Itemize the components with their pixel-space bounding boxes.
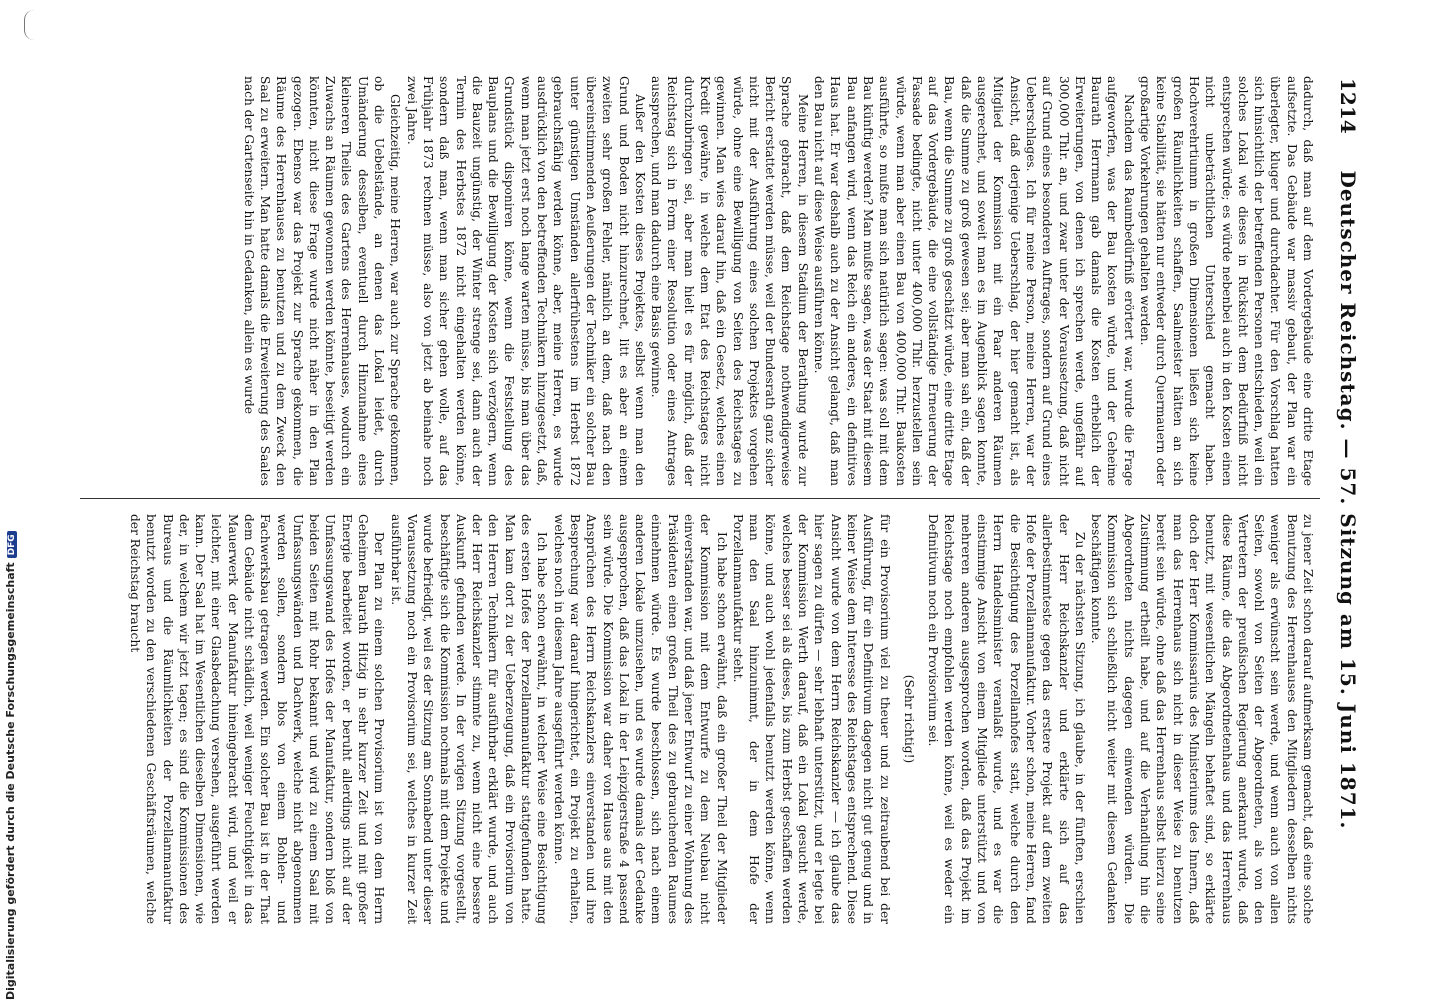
paragraph: dadurch, daß man auf dem Vordergebäude eine dritte Etage aufsetzte. Das Gebäude war massiv gebaut, der Plan war ein überlegter, kluger und durchdachter. Für den Vorschlag hatten sich hinsichtlich der betreffenden Personen entschieden, weil ein solches Lokal wie dieses in Rücksicht dem Bedürfniß nicht entsprechen würde; es würde nebenbei auch in den Kosten einen nicht unbeträchtlichen Unterschied gemacht haben. Hochverehrtiumm in großen Dimensionen ließen sich keine großen Räumlichkeiten schaffen, Saalmeister hätten an sich keine Stabilität, sie hätten nur entweder durch Quermauern oder großartige Vorkehrungen gehalten werden. bbox=[1138, 76, 1315, 486]
page-number: 1214 bbox=[1336, 78, 1360, 134]
paragraph: Nachdem das Raumbedürfniß erörtert war, wurde die Frage aufgeworfen, was der Bau kosten würde, und der Geheime Baurath Herrmann gab damals die Kosten erheblich der Erweiterungen, von denen ich sprechen werde, ungefähr auf 300,000 Thlr. an, und zwar unter der Voraussetzung, daß nicht auf Grund eines besonderen Auftrages, sondern auf Grund eines Ueberschlages. Ich für meine Person, meine Herren, war der Ansicht, daß derjenige Ueberschlag, der hier gemacht ist, als Mitglied der Kommission mit ein Paar anderen Räumen ausgerechnet, und soweit man es im Augenblick sagen konnte, daß die Summe zu groß gewesen sei; aber man sah ein, daß der Bau, wenn die Summe zu groß geschätzt würde, eine dritte Etage auf das Vordergebäude, die eine vollständige Erneuerung der Fassade bedingte, nicht unter 400,000 Thlr. herzustellen sein würde, wenn man aber einen Bau von 400,000 Thlr. Baukosten ausführte, so mußte man sich natürlich sagen: was soll mit dem Bau künftig werden? Man mußte sagen, was der Staat mit diesem Bau anfangen wird, wenn das Reich ein anderes, ein definitives Haus hat. Er war deshalb auch zu der Ansicht gelangt, daß man den Bau nicht auf diese Weise ausführen könne. bbox=[812, 76, 1136, 486]
digitization-credit bbox=[4, 534, 17, 1000]
paragraph: Ich habe schon erwähnt, daß ein großer Theil der Mitglieder der Kommission mit dem Entwurfe zu dem Neubau nicht einverstanden war, und daß jener Entwurf zu einer Wohnung des Präsidenten einen großen Theil des zu gebrauchenden Raumes einnehmen würde. Es wurde beschlossen, sich nach einem anderen Lokale umzusehen, und es wurde damals der Gedanke ausgesprochen, daß das Lokal in der Leipzigerstraße 4 passend sein würde. Die Kommission war daher von Hause aus mit den Ansprüchen des Herrn Reichskanzlers einverstanden und ihre Besprechung war darauf hingerichtet, ein Projekt zu erhalten, welches noch in diesem Jahre ausgeführt werden könne. bbox=[551, 514, 729, 924]
paragraph: Der Plan zu einem solchen Provisorium ist von dem Herrn Geheimen Baurath Hitzig in sehr kurzer Zeit und mit großer Energie bearbeitet worden, er beruht allerdings nicht auf der Umfassungswand des Hofes der Manufaktur, sondern bloß von beiden Seiten mit Rohr bekannt und wird zu einem Saal mit Umfassungswänden und Dachwerk, welche nicht abgenommen werden sollen, sondern blos von einem Bohlen- und Fachwerksbau getragen werden. Ein solcher Bau ist in der That dem Gebäude nicht schädlich, weil weniger Feuchtigkeit in das Mauerwerk der Manufaktur hineingebracht wird, und weil er leichter, mit einer Glasbedachung versehen, ausgeführt werden kann. Der Saal hat im Wesentlichen dieselben Dimensionen, wie der, in welchem wir jetzt tagen; es sind die Kommissionen des Bureaus und die Räumlichkeiten der Porzellanmanufaktur benutzt worden zu den verschiedenen Geschäftsräumen, welche der Reichstag braucht bbox=[127, 514, 387, 924]
page-corner-mark bbox=[24, 10, 43, 40]
page-header bbox=[1326, 70, 1366, 930]
paragraph: Meine Herren, in diesem Stadium der Berathung wurde zur Sprache gebracht, daß dem Reichstage nothwendigerweise Bericht erstattet werden müsse, weil der Bundesrath ganz sicher nicht mit der Ausführung eines solchen Projektes vorgehen würde, ohne eine Bewilligung von Seiten des Reichstages zu gewinnen. Man wies darauf hin, daß ein Gesetz, welches einen Kredit gewähre, in welche dem Etat des Reichstages nicht durchzubringen sei, aber man hielt es für möglich, daß der Reichstag sich in Form einer Resolution oder eines Antrages aussprechen, und man dadurch eine Basis gewinne. bbox=[649, 76, 810, 486]
paragraph: Außer den Kosten dieses Projektes, selbst wenn man den Grund und Boden nicht hinzurechnet, litt es aber an einem zweiten sehr großen Fehler, nämlich an dem, daß nach den übereinstimmenden Aeußerungen der Techniker ein solcher Bau unter günstigen Umständen allerfrühestens im Herbst 1872 gebrauchsfähig werden könne, aber, meine Herren, es wurde ausdrücklich von den betreffenden Technikern hinzugesetzt, daß, wenn man jetzt erst noch lange warten müsse, bis man über das Grundstück disponiren könne, wenn die Feststellung des Bauplans und die Bewilligung der Kosten sich verzögern, wenn die Bauzeit ungünstig, der Winter strenge sei, dann auch der Termin des Herbstes 1872 nicht eingehalten werden könne, sondern daß man, wenn man sicher gehen wolle, auf das Frühjahr 1873 rechnen müsse, also von jetzt ab beinahe noch zwei Jahre. bbox=[404, 76, 647, 486]
interjection: (Sehr richtig!) bbox=[901, 674, 916, 764]
paragraph: zu jener Zeit schon darauf aufmerksam gemacht, daß eine solche Benutzung des Herrenhauses den Mitgliedern desselben nichts weniger als erwünscht sein werde, und wenn auch von allen Seiten, sowohl von Seiten der Abgeordneten, als von den Vertretern der preußischen Regierung anerkannt wurde, daß diese Räume, die das Abgeordnetenhaus und das Herrenhaus benutzt, mit wesentlichen Mängeln behaftet sind, so erklärte doch der Herr Kommissarius des Ministeriums des Innern, daß man das Herrenhaus sich nicht in dieser Weise zu benutzen bereit sein würde, ohne daß das Herrenhaus selbst hierzu seine Zustimmung ertheilt habe, und auf die Verhandlung hin die Abgeordneten nichts dagegen einwenden würden. Die Kommission sich schließlich nicht weiter mit diesem Gedanken beschäftigen konnte. bbox=[1089, 514, 1315, 924]
dfg-logo: DFG bbox=[7, 531, 17, 558]
running-title: Deutscher Reichstag. — 57. Sitzung am 15. Juni 1871. bbox=[1336, 170, 1360, 830]
credit-text: Digitalisierung gefördert durch die Deutsche Forschungsgemeinschaft bbox=[4, 562, 17, 1000]
rotated-document-page bbox=[66, 70, 1366, 930]
right-text-column bbox=[76, 514, 1316, 924]
paragraph: Ich habe schon erwähnt, in welcher Weise eine Besichtigung des ersten Hofes der Porzellanmanufaktur stattgefunden hatte. Man kam dort zu der Ueberzeugung, daß ein Provisorium von den Herren Technikern für ausführbar erklärt wurde, und auch der Herr Reichskanzler stimmte zu, wenn nicht eine bessere Auskunft gefunden werde. In der vorigen Sitzung vorgestellt, beschäftigte sich die Kommission nochmals mit dem Projekte und wurde befriedigt, weil es der Sitzung am Sonnabend unter dieser Voraussetzung noch ein Provisorium sei, welches in kurzer Zeit ausführbar ist. bbox=[388, 514, 550, 924]
paragraph: Gleichzeitig, meine Herren, war auch zur Sprache gekommen, ob die Uebelstände, an denen das Lokal leidet, durch Umänderung desselben, eventuell durch Hinzunahme eines kleineren Theiles des Gartens des Herrenhauses, wodurch ein Zuwachs an Räumen gewonnen werden könnte, beseitigt werden könnten, nicht diese Frage wurde nicht näher in den Plan gezogen. Ebenso war das Projekt zur Sprache gekommen, die Räume des Herrenhauses zu benutzen und zu dem Zweck den Saal zu erweitern. Man hatte damals die Erweiterung des Saales nach der Gartenseite hin in Gedanken, allein es wurde bbox=[241, 76, 403, 486]
left-text-column bbox=[76, 76, 1316, 486]
column-divider bbox=[80, 498, 1320, 499]
paragraph: Zu der nächsten Sitzung, ich glaube, in der fünften, erschien der Herr Reichskanzler und erklärte sich auf das allerbestimmteste gegen das erstere Projekt auf dem zweiten Hofe der Porzellanmanufaktur. Vorher schon, meine Herren, fand die Besichtigung des Porzellanhofes statt, welche durch den Herrn Handelsminister veranlaßt wurde, und es war die einstimmige Ansicht von einem Mitgliede unterstützt und von mehreren anderen ausgesprochen worden, daß das Projekt im Reichstage noch empfohlen werden könne, weil es weder ein Definitivum noch ein Provisorium sei. bbox=[926, 514, 1087, 924]
paragraph: für ein Provisorium viel zu theuer und zu zeitraubend bei der Ausführung, für ein Definitivum dagegen nicht gut genug und in keiner Weise dem Interesse des Reichstages entsprechend. Diese Ansicht wurde von dem Herrn Reichskanzler — ich glaube das hier sagen zu dürfen — sehr lebhaft unterstützt, und er legte bei der Kommission Werth darauf, daß ein Lokal gesucht werde, welches besser sei als dieses, bis zum Herbst geschaffen werden könne, und auch wohl jedenfalls benutzt werden könne, wenn man den Saal hinzunimmt, der in dem Hofe der Porzellanmanufaktur steht. bbox=[730, 514, 892, 924]
